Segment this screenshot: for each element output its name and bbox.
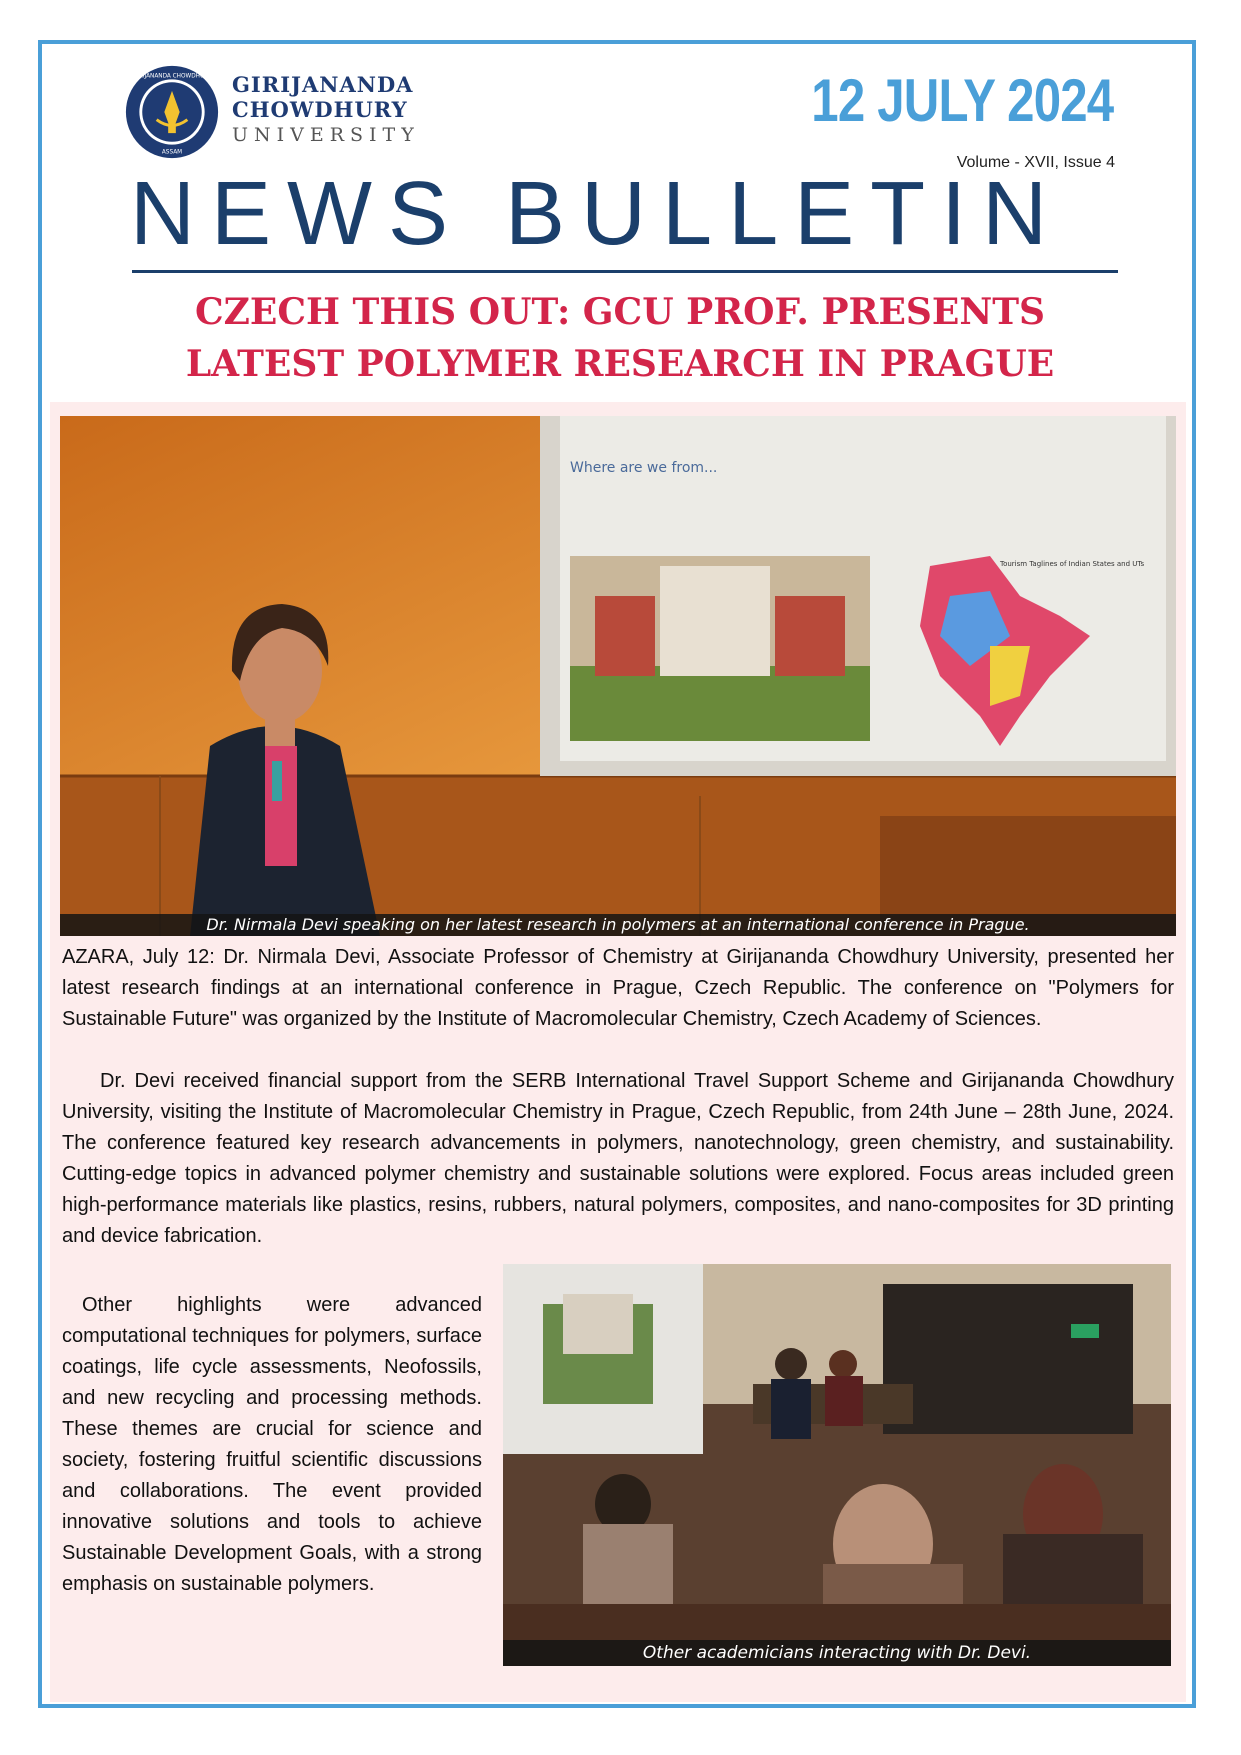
headline-line2: LATEST POLYMER RESEARCH IN PRAGUE xyxy=(185,343,1055,385)
photo-audience-interaction xyxy=(503,1264,1171,1666)
bulletin-title: NEWS BULLETIN xyxy=(130,164,1064,264)
article-paragraph-1: AZARA, July 12: Dr. Nirmala Devi, Associate Professor of Chemistry at Girijananda Chowdhury University, presented her latest research findings at an international conference in Prague, Czech Republic. The conference on "Polymers for Sustainable Future" was organized by the Institute of Macromolecular Chemistry, Czech Academy of Sciences. xyxy=(62,946,1174,1030)
title-rule xyxy=(132,270,1118,273)
article-paragraph-2: Dr. Devi received financial support from the SERB International Travel Support Scheme and Girijananda Chowdhury University, visiting the Institute of Macromolecular Chemistry in Prague, Czech Republic, from 24th June – 28th June, 2024. The conference featured key research advancements in polymers, nanotechnology, green chemistry, and sustainability. Cutting-edge topics in advanced polymer chemistry and sustainable solutions were explored. Focus areas included green high-performance materials like plastics, resins, rubbers, natural polymers, composites, and nano-composites for 3D printing and device fabrication. xyxy=(62,1070,1174,1247)
university-name-line1: GIRIJANANDA xyxy=(232,72,414,97)
photo2-caption: Other academicians interacting with Dr. Devi. xyxy=(503,1640,1171,1666)
photo-speaker-presentation xyxy=(60,416,1176,936)
volume-issue: Volume - XVII, Issue 4 xyxy=(956,154,1115,171)
headline xyxy=(60,286,1180,390)
svg-text:ASSAM: ASSAM xyxy=(161,149,183,156)
slide-title-text: Where are we from... xyxy=(570,460,718,476)
university-seal-logo xyxy=(124,64,220,160)
photo1-caption: Dr. Nirmala Devi speaking on her latest research in polymers at an international conference in Prague. xyxy=(60,914,1176,936)
svg-text:GIRIJANANDA CHOWDHURY: GIRIJANANDA CHOWDHURY xyxy=(132,73,212,80)
university-name xyxy=(232,72,420,148)
university-name-line3: UNIVERSITY xyxy=(232,124,420,146)
slide-map-caption-text: Tourism Taglines of Indian States and UTs xyxy=(1000,560,1145,568)
university-name-line2: CHOWDHURY xyxy=(232,97,408,122)
issue-date: 12 JULY 2024 xyxy=(810,67,1113,134)
headline-line1: CZECH THIS OUT: GCU PROF. PRESENTS xyxy=(194,291,1046,333)
article-paragraph-3: Other highlights were advanced computational techniques for polymers, surface coatings, life cycle assessments, Neofossils, and new recycling and processing methods. These themes are crucial for science and society, fostering fruitful scientific discussions and collaborations. The event provided innovative solutions and tools to achieve Sustainable Development Goals, with a strong emphasis on sustainable polymers. xyxy=(62,1294,482,1595)
